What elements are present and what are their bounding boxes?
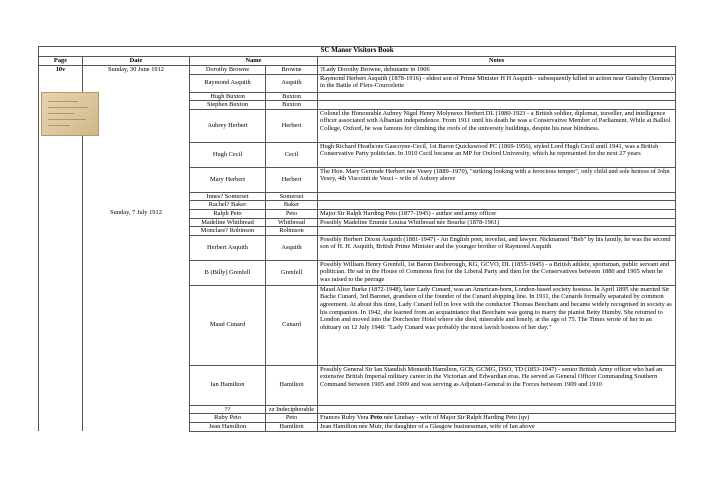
visitor-surname: Grenfell	[266, 260, 318, 285]
visitor-name: Madeline Whitbread	[190, 218, 266, 227]
visitor-notes: Jean Hamilton née Muir, the daughter of a Glasgow businessman, wife of Ian above	[318, 422, 676, 431]
date-30-june: Sunday, 30 June 1912	[83, 66, 190, 210]
visitor-surname: Cunard	[266, 285, 318, 365]
notes-text: née Lindsay - wife of Major Sir Ralph Harding Peto (qv)	[382, 414, 530, 422]
visitor-notes: Major Sir Ralph Harding Peto (1877-1945) - author and army officer	[318, 209, 676, 218]
visitor-surname: Whitbread	[266, 218, 318, 227]
visitor-notes	[318, 414, 676, 423]
visitor-name: Ian Hamilton	[190, 365, 266, 405]
visitor-notes: Hugh Richard Heathcote Gascoyne-Cecil, 1st Baron Quickswood PC (1869-1956), styled Lord Hugh Cecil until 1941, was a British Conservative Party politician. In 1910 Cecil became an MP for Oxford University, which he represented for the next 27 years	[318, 142, 676, 167]
visitor-name: Stephen Buxton	[190, 101, 266, 110]
visitor-surname: Buxton	[266, 101, 318, 110]
visitor-notes: Possibly Herbert Dixon Asquith (1881-1947) - An English poet, novelist, and lawyer. Nicknamed "Beb" by his family, he was the second son of H. H. Asquith, British Prime Minister and the younger brother of Raymond Asquith	[318, 235, 676, 260]
visitor-surname: Peto	[266, 209, 318, 218]
visitor-notes: Colonel the Honourable Aubrey Nigel Henry Molyneux Herbert DL (1880-1923 - a British soldier, diplomat, traveller, and intelligence officer associated with Albanian independence. From 1911 until his death he was a Conservative Member of Parliament. While at Balliol College, Oxford, he was famous for climbing the roofs of the university buildings, despite his near blindness.	[318, 109, 676, 142]
visitor-notes: Raymond Herbert Asquith (1878-1916) - eldest son of Prime Minister H H Asquith - subsequently killed in action near Guinchy (Somme) in the Battle of Flers-Courcelette	[318, 74, 676, 92]
header-notes: Notes	[318, 57, 676, 66]
visitor-notes: Possibly General Sir Ian Standish Monteith Hamilton, GCB, GCMG, DSO, TD (1853-1947) - senior British Army officer who had an extensive British Imperial military career in the Victorian and Edwardian eras. He served as General Officer Commanding Southern Command between 1905 and 1909 and was serving as Adjutant-General to the Forces between 1909 and 1910	[318, 365, 676, 405]
visitor-notes	[318, 405, 676, 414]
visitor-name: Hugh Cecil	[190, 142, 266, 167]
visitor-notes: Maud Alice Burke (1872-1948), later Lady Cunard, was an American-born, London-based society hostess. In April 1895 she married Sir Bache Cunard, 3rd Baronet, grandson of the founder of the Cunard shipping line. In 1911, the Cunards formally separated by common agreement. At about this time, Lady Cunard fell in love with the conductor Thomas Beecham and became widely recognised in society as his companion. In 1942, she learned from an acquaintance that Beecham was going to marry the pianist Betty Humby. She returned to London and moved into the Dorchester Hotel where she died, miserable and lonely, at the age of 75. The Times wrote of her in an obituary on 12 July 1948: "Lady Cunard was probably the most lavish hostess of her day."	[318, 285, 676, 365]
visitor-name: Maud Cunard	[190, 285, 266, 365]
table-row	[39, 209, 676, 218]
visitor-surname: Peto	[266, 414, 318, 423]
visitor-notes	[318, 192, 676, 201]
visitor-name: Raymond Asquith	[190, 74, 266, 92]
visitor-notes: Possibly William Henry Grenfell, 1st Baron Desborough, KG, GCVO, DL (1855-1945) - a British athlete, sportsman, public servant and politician. He sat in the House of Commons first for the Liberal Party and then for the Conservatives between 1880 and 1905 when he was raised to the peerage	[318, 260, 676, 285]
visitor-notes	[318, 227, 676, 236]
visitor-name: Herbert Asquith	[190, 235, 266, 260]
visitor-name: Dorothy Browne	[190, 66, 266, 75]
visitor-notes: ?Lady Dorothy Browne, debutante in 1906	[318, 66, 676, 75]
visitor-surname: Somerset	[266, 192, 318, 201]
visitor-surname: Herbert	[266, 167, 318, 192]
visitor-surname: zz Indecipherable	[266, 405, 318, 414]
visitor-surname: Herbert	[266, 109, 318, 142]
table-title: SC Manor Visitors Book	[39, 47, 676, 57]
visitor-surname: Baker	[266, 201, 318, 210]
visitor-name: Rachel? Baker	[190, 201, 266, 210]
visitor-notes: Possibly Madeline Emmie Louisa Whitbread née Bourke (1878-1961)	[318, 218, 676, 227]
visitor-surname: Hamilton	[266, 365, 318, 405]
visitor-name: Ralph Peto	[190, 209, 266, 218]
visitor-name: Innes? Somerset	[190, 192, 266, 201]
header-page: Page	[39, 57, 83, 66]
visitor-name: Jean Hamilton	[190, 422, 266, 431]
notes-text: Frances Ruby Vera	[320, 414, 371, 422]
visitor-notes	[318, 201, 676, 210]
visitor-name: Mary Herbert	[190, 167, 266, 192]
visitor-surname: Asquith	[266, 235, 318, 260]
visitor-surname: Buxton	[266, 92, 318, 101]
visitor-name: Monclare? Robinson	[190, 227, 266, 236]
visitor-name: ??	[190, 405, 266, 414]
visitor-name: Ruby Peto	[190, 414, 266, 423]
visitors-book-sheet	[38, 46, 675, 432]
table-row	[39, 66, 676, 75]
header-name: Name	[190, 57, 318, 66]
date-7-july: Sunday, 7 July 1912	[83, 209, 190, 431]
header-date: Date	[83, 57, 190, 66]
visitor-surname: Browne	[266, 66, 318, 75]
visitor-name: B (Billy) Grenfell	[190, 260, 266, 285]
visitor-surname: Cecil	[266, 142, 318, 167]
notes-surname-bold: Peto	[370, 414, 383, 422]
visitor-notes: The Hon. Mary Gertrude Herbert née Vesey (1889–1970), "striking looking with a ferocious temper", only child and sole heiress of John Vesey, 4th Viscount de Vesci – wife of Aubrey above	[318, 167, 676, 192]
visitor-surname: Hamilton	[266, 422, 318, 431]
visitor-surname: Robinson	[266, 227, 318, 236]
visitor-name: Hugh Buxton	[190, 92, 266, 101]
visitor-notes	[318, 101, 676, 110]
visitor-name: Aubrey Herbert	[190, 109, 266, 142]
visitors-book-page-thumbnail[interactable]	[41, 92, 99, 136]
visitor-surname: Asquith	[266, 74, 318, 92]
page-number: 10v	[55, 66, 66, 73]
visitor-notes	[318, 92, 676, 101]
visitors-table	[38, 46, 676, 432]
